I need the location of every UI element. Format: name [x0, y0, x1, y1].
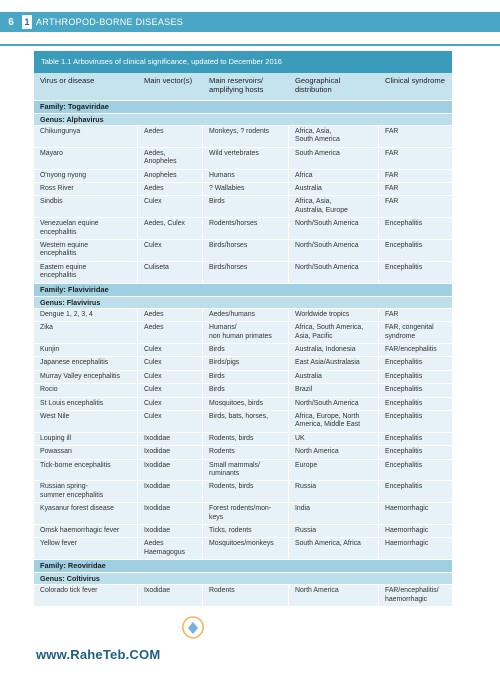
table-row: [34, 308, 452, 321]
family-row: Family: Flaviviridae: [34, 283, 452, 296]
family-row: Family: Togaviridae: [34, 100, 452, 113]
distribution-cell: Russia: [289, 525, 379, 537]
vector-cell: Culex: [138, 344, 203, 356]
distribution-cell: Australia, Indonesia: [289, 344, 379, 356]
syndrome-cell: Encephalitis: [385, 483, 423, 491]
vector-cell: Culex: [138, 371, 203, 383]
distribution-cell: Africa, Asia, Australia, Europe: [289, 196, 379, 217]
virus-cell: Russian spring- summer encephalitis: [34, 481, 138, 502]
virus-cell: Omsk haemorrhagic fever: [34, 525, 138, 537]
distribution-cell: North/South America: [289, 398, 379, 410]
reservoir-cell: Birds: [203, 344, 289, 356]
syndrome-cell: Haemorrhagic: [385, 527, 429, 534]
table-row: [34, 217, 452, 239]
arbovirus-table: [34, 51, 452, 700]
distribution-cell: Europe: [289, 460, 379, 481]
distribution-cell: East Asia/Australasia: [289, 357, 379, 369]
running-title: ARTHROPOD-BORNE DISEASES: [36, 17, 184, 27]
vector-cell: Aedes: [138, 126, 203, 147]
vector-cell: Ixodidae: [138, 503, 203, 524]
reservoir-cell: Rodents: [203, 585, 289, 606]
virus-cell: Dengue 1, 2, 3, 4: [34, 309, 138, 321]
reservoir-cell: Birds/horses: [203, 262, 289, 283]
table-row: [34, 125, 452, 147]
syndrome-cell: Encephalitis: [385, 399, 423, 407]
column-header-distribution: Geographical distribution: [295, 76, 341, 94]
reservoir-cell: Small mammals/ ruminants: [203, 460, 289, 481]
vector-cell: Aedes: [138, 309, 203, 321]
syndrome-cell: Encephalitis: [385, 372, 423, 380]
vector-cell: Ixodidae: [138, 446, 203, 458]
reservoir-cell: Rodents, birds: [203, 481, 289, 502]
vector-cell: Aedes, Culex: [138, 218, 203, 239]
syndrome-cell: FAR: [385, 310, 399, 318]
vector-cell: Ixodidae: [138, 481, 203, 502]
syndrome-cell: Encephalitis: [385, 220, 423, 228]
virus-cell: Venezuelan equine encephalitis: [34, 218, 138, 239]
table-row: [34, 195, 452, 217]
family-row: Family: Reoviridae: [34, 559, 452, 572]
syndrome-cell: Encephalitis: [385, 461, 423, 469]
vector-cell: Culex: [138, 411, 203, 432]
syndrome-cell: Haemorrhagic: [385, 505, 429, 513]
virus-cell: Chikungunya: [34, 126, 138, 147]
vector-cell: Ixodidae: [138, 525, 203, 537]
distribution-cell: North/South America: [289, 240, 379, 261]
reservoir-cell: Aedes/humans: [203, 309, 289, 321]
column-header-vector: Main vector(s): [144, 76, 193, 85]
table-row: [34, 147, 452, 169]
vector-cell: Culex: [138, 357, 203, 369]
distribution-cell: India: [289, 503, 379, 524]
distribution-cell: Africa, South America, Asia, Pacific: [289, 322, 379, 343]
table-row: [34, 370, 452, 383]
table-row: [34, 321, 452, 343]
reservoir-cell: Mosquitoes/monkeys: [203, 538, 289, 559]
table-row: [34, 459, 452, 481]
syndrome-cell: Encephalitis: [385, 263, 423, 271]
distribution-cell: Africa: [289, 170, 379, 182]
syndrome-cell: FAR/encephalitis: [385, 345, 437, 353]
vector-cell: Ixodidae: [138, 433, 203, 445]
syndrome-cell: Encephalitis: [385, 386, 423, 394]
distribution-cell: Worldwide tropics: [289, 309, 379, 321]
vector-cell: Aedes Haemagogus: [138, 538, 203, 559]
distribution-cell: Russia: [289, 481, 379, 502]
chapter-number: 1: [22, 15, 32, 29]
reservoir-cell: Rodents/horses: [203, 218, 289, 239]
table-row: [34, 502, 452, 524]
reservoir-cell: Humans/ non human primates: [203, 322, 289, 343]
genus-row: Genus: Coltivirus: [34, 572, 452, 584]
table-caption: Table 1.1 Arboviruses of clinical significance, updated to December 2016: [34, 51, 452, 73]
reservoir-cell: Rodents: [203, 446, 289, 458]
table-row: [34, 524, 452, 537]
reservoir-cell: Birds, bats, horses,: [203, 411, 289, 432]
table-row: [34, 480, 452, 502]
virus-cell: Louping ill: [34, 433, 138, 445]
syndrome-cell: Haemorrhagic: [385, 540, 429, 548]
vector-cell: Aedes, Anopheles: [138, 148, 203, 169]
syndrome-cell: FAR/encephalitis/ haemorrhagic: [385, 587, 439, 603]
table-column-headers: [34, 73, 452, 100]
reservoir-cell: Monkeys, ? rodents: [203, 126, 289, 147]
genus-row: Genus: Flavivirus: [34, 296, 452, 308]
virus-cell: O'nyong nyong: [34, 170, 138, 182]
table-row: [34, 383, 452, 396]
virus-cell: West Nile: [34, 411, 138, 432]
table-row: [34, 584, 452, 606]
vector-cell: Culex: [138, 384, 203, 396]
virus-cell: Powassan: [34, 446, 138, 458]
distribution-cell: Australia: [289, 183, 379, 195]
distribution-cell: North America: [289, 585, 379, 606]
distribution-cell: UK: [289, 433, 379, 445]
table-row: [34, 261, 452, 283]
header-strip: [0, 12, 500, 32]
distribution-cell: Africa, Europe, North America, Middle East: [289, 411, 379, 432]
virus-cell: Zika: [34, 322, 138, 343]
virus-cell: Eastern equine encephalitis: [34, 262, 138, 283]
virus-cell: Sindbis: [34, 196, 138, 217]
syndrome-cell: FAR: [385, 128, 399, 135]
distribution-cell: North/South America: [289, 262, 379, 283]
reservoir-cell: Ticks, rodents: [203, 525, 289, 537]
syndrome-cell: Encephalitis: [385, 434, 423, 442]
vector-cell: Culex: [138, 196, 203, 217]
reservoir-cell: Birds: [203, 371, 289, 383]
vector-cell: Anopheles: [138, 170, 203, 182]
syndrome-cell: FAR: [385, 198, 399, 206]
vector-cell: Ixodidae: [138, 585, 203, 606]
vector-cell: Aedes: [138, 322, 203, 343]
table-row: [34, 356, 452, 369]
column-header-virus: Virus or disease: [40, 76, 95, 85]
reservoir-cell: Birds: [203, 384, 289, 396]
watermark-site: www.RaheTeb.COM: [36, 647, 161, 662]
syndrome-cell: Encephalitis: [385, 412, 423, 420]
syndrome-cell: FAR: [385, 171, 399, 179]
reservoir-cell: Birds/pigs: [203, 357, 289, 369]
reservoir-cell: ? Wallabies: [203, 183, 289, 195]
syndrome-cell: Encephalitis: [385, 448, 423, 456]
syndrome-cell: FAR: [385, 149, 399, 157]
table-row: [34, 537, 452, 559]
distribution-cell: North America: [289, 446, 379, 458]
table-row: [34, 182, 452, 195]
reservoir-cell: Wild vertebrates: [203, 148, 289, 169]
syndrome-cell: Encephalitis: [385, 242, 423, 250]
genus-row: Genus: Alphavirus: [34, 113, 452, 125]
syndrome-cell: FAR: [385, 185, 399, 193]
table-row: [34, 432, 452, 445]
table-row: [34, 239, 452, 261]
syndrome-cell: FAR, congenital syndrome: [385, 324, 434, 340]
table-body: [34, 100, 452, 606]
virus-cell: Japanese encephalitis: [34, 357, 138, 369]
distribution-cell: North/South America: [289, 218, 379, 239]
virus-cell: Rocio: [34, 384, 138, 396]
table-row: [34, 397, 452, 410]
reservoir-cell: Rodents, birds: [203, 433, 289, 445]
vector-cell: Culex: [138, 398, 203, 410]
virus-cell: Mayaro: [34, 148, 138, 169]
virus-cell: Colorado tick fever: [34, 585, 138, 606]
table-row: [34, 445, 452, 458]
virus-cell: Yellow fever: [34, 538, 138, 559]
reservoir-cell: Humans: [203, 170, 289, 182]
table-row: [34, 410, 452, 432]
virus-cell: Kunjin: [34, 344, 138, 356]
virus-cell: Ross River: [34, 183, 138, 195]
virus-cell: Western equine encephalitis: [34, 240, 138, 261]
virus-cell: St Louis encephalitis: [34, 398, 138, 410]
distribution-cell: Africa, Asia, South America: [289, 126, 379, 147]
distribution-cell: South America, Africa: [289, 538, 379, 559]
table-row: [34, 169, 452, 182]
vector-cell: Aedes: [138, 183, 203, 195]
vector-cell: Culiseta: [138, 262, 203, 283]
reservoir-cell: Mosquitoes, birds: [203, 398, 289, 410]
vector-cell: Ixodidae: [138, 460, 203, 481]
virus-cell: Tick-borne encephalitis: [34, 460, 138, 481]
page-number: 6: [8, 16, 14, 28]
column-header-syndrome: Clinical syndrome: [385, 76, 445, 85]
virus-cell: Kyasanur forest disease: [34, 503, 138, 524]
distribution-cell: South America: [289, 148, 379, 169]
syndrome-cell: Encephalitis: [385, 359, 423, 367]
distribution-cell: Brazil: [289, 384, 379, 396]
watermark-logo-icon: [178, 614, 208, 640]
table-row: [34, 343, 452, 356]
virus-cell: Murray Valley encephalitis: [34, 371, 138, 383]
running-header: [0, 0, 500, 46]
vector-cell: Culex: [138, 240, 203, 261]
reservoir-cell: Birds: [203, 196, 289, 217]
reservoir-cell: Birds/horses: [203, 240, 289, 261]
column-header-reservoirs: Main reservoirs/ amplifying hosts: [209, 76, 264, 94]
reservoir-cell: Forest rodents/mon- keys: [203, 503, 289, 524]
distribution-cell: Australia: [289, 371, 379, 383]
